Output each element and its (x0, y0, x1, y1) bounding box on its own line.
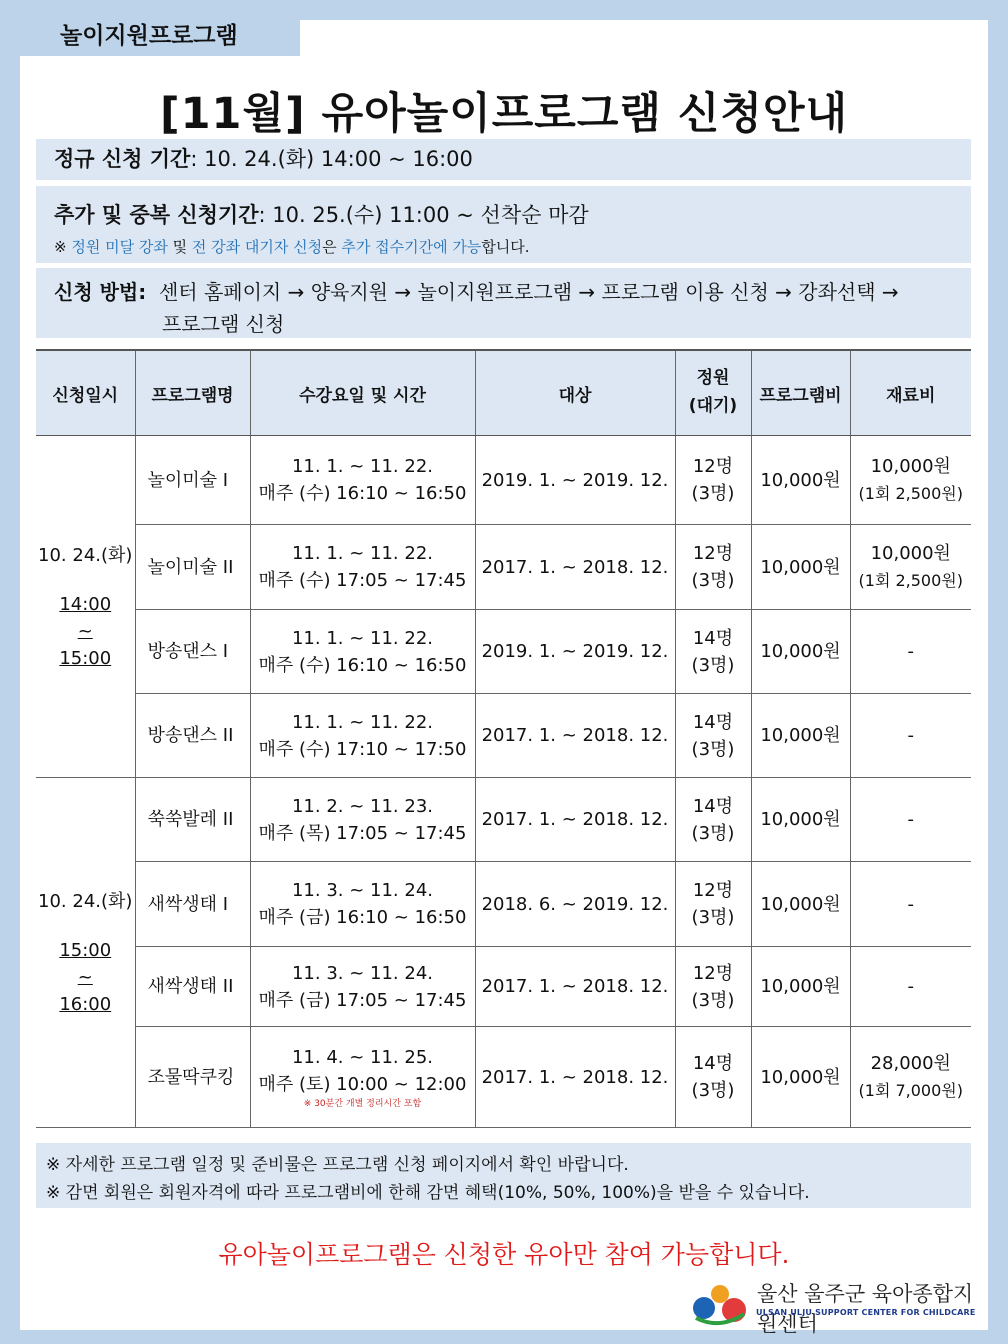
schedule-cell (250, 436, 475, 525)
method-label: 신청 방법: (54, 280, 147, 304)
date-start: 14:00 (59, 593, 112, 615)
schedule-note: ※ 30분간 개별 정리시간 포함 (303, 1099, 422, 1109)
extra-period-box (36, 186, 971, 263)
footnotes (36, 1143, 971, 1208)
schedule-time: 매주 (목) 17:05 ~ 17:45 (258, 822, 467, 844)
program-name: 놀이미술 I (135, 436, 250, 525)
date-cell (36, 778, 135, 1128)
program-name: 쑥쑥발레 II (135, 778, 250, 862)
date-start: 15:00 (59, 939, 112, 961)
waitlist-value: (3명) (691, 738, 735, 760)
fee-cell: 10,000원 (751, 862, 850, 947)
material-cell (850, 436, 971, 525)
table-row (36, 947, 971, 1027)
material-fee: 10,000원 (870, 456, 951, 477)
target-cell: 2017. 1. ~ 2018. 12. (475, 947, 675, 1027)
schedule-time: 매주 (금) 16:10 ~ 16:50 (258, 907, 467, 928)
waitlist-value: (3명) (691, 907, 735, 928)
schedule-period: 11. 2. ~ 11. 23. (291, 795, 434, 817)
table-row (36, 694, 971, 778)
program-name: 새싹생태 I (135, 862, 250, 947)
regular-period-value: : 10. 24.(화) 14:00 ~ 16:00 (190, 147, 473, 171)
target-cell: 2017. 1. ~ 2018. 12. (475, 778, 675, 862)
method-steps-2: 프로그램 신청 (162, 312, 285, 336)
capacity-value: 12명 (692, 456, 734, 477)
extra-period-note (54, 236, 971, 257)
material-cell (850, 862, 971, 947)
date-tilde: ~ (77, 966, 93, 988)
schedule-cell (250, 525, 475, 610)
note-text-1: 및 (167, 238, 192, 256)
material-fee: - (907, 809, 914, 830)
table-row (36, 778, 971, 862)
header-capacity: 정원 (대기) (675, 350, 751, 436)
material-fee: - (907, 976, 914, 997)
category-tab (0, 0, 300, 56)
capacity-cell (675, 862, 751, 947)
schedule-time: 매주 (수) 17:05 ~ 17:45 (258, 570, 467, 591)
fee-cell: 10,000원 (751, 436, 850, 525)
program-name: 놀이미술 II (135, 525, 250, 610)
target-cell: 2019. 1. ~ 2019. 12. (475, 436, 675, 525)
capacity-value: 12명 (692, 880, 734, 901)
fee-cell: 10,000원 (751, 610, 850, 694)
material-cell (850, 947, 971, 1027)
material-fee: - (907, 641, 914, 662)
header-target: 대상 (475, 350, 675, 436)
page-title: [11월] 유아놀이프로그램 신청안내 (159, 89, 849, 139)
extra-period-label: 추가 및 중복 신청기간 (54, 203, 259, 227)
schedule-period: 11. 1. ~ 11. 22. (291, 711, 434, 733)
capacity-cell (675, 694, 751, 778)
target-cell: 2017. 1. ~ 2018. 12. (475, 525, 675, 610)
capacity-cell (675, 778, 751, 862)
header-program: 프로그램명 (135, 350, 250, 436)
extra-period-value: : 10. 25.(수) 11:00 ~ 선착순 마감 (258, 203, 589, 227)
fee-cell: 10,000원 (751, 1027, 850, 1128)
schedule-period: 11. 1. ~ 11. 22. (291, 627, 434, 649)
date-day: 10. 24.(화) (38, 890, 133, 912)
material-fee: 10,000원 (870, 543, 951, 564)
fee-cell: 10,000원 (751, 525, 850, 610)
date-day: 10. 24.(화) (38, 544, 133, 566)
program-name: 방송댄스 II (135, 694, 250, 778)
material-fee: - (907, 725, 914, 746)
footnote-1: ※ 자세한 프로그램 일정 및 준비물은 프로그램 신청 페이지에서 확인 바랍니다. (46, 1155, 629, 1175)
schedule-cell (250, 862, 475, 947)
method-box (36, 268, 971, 338)
center-name: 울산 울주군 육아종합지원센터 (757, 1282, 974, 1336)
note-text-2: 은 (322, 238, 342, 256)
header-fee: 프로그램비 (751, 350, 850, 436)
waitlist-value: (3명) (691, 822, 735, 844)
schedule-table (36, 349, 971, 1128)
program-name: 방송댄스 I (135, 610, 250, 694)
schedule-cell (250, 778, 475, 862)
program-name: 조물딱쿠킹 (135, 1027, 250, 1128)
table-row (36, 1027, 971, 1128)
table-row (36, 610, 971, 694)
note-highlight-1: 정원 미달 강좌 (71, 238, 168, 256)
date-cell (36, 436, 135, 778)
schedule-time: 매주 (토) 10:00 ~ 12:00 (258, 1074, 467, 1095)
target-cell: 2018. 6. ~ 2019. 12. (475, 862, 675, 947)
capacity-cell (675, 947, 751, 1027)
capacity-cell (675, 1027, 751, 1128)
waitlist-value: (3명) (691, 570, 735, 591)
material-cell (850, 694, 971, 778)
fee-cell: 10,000원 (751, 947, 850, 1027)
fee-cell: 10,000원 (751, 694, 850, 778)
schedule-time: 매주 (수) 16:10 ~ 16:50 (258, 654, 467, 676)
capacity-value: 12명 (692, 543, 734, 564)
table-row (36, 525, 971, 610)
header-date: 신청일시 (36, 350, 135, 436)
capacity-value: 14명 (692, 1053, 734, 1074)
table-header-row (36, 350, 971, 436)
material-fee: - (907, 893, 914, 915)
waitlist-value: (3명) (691, 483, 735, 504)
note-highlight-3: 추가 접수기간에 가능 (341, 238, 482, 256)
fee-cell: 10,000원 (751, 778, 850, 862)
capacity-value: 14명 (692, 711, 734, 733)
note-text-3: 합니다. (481, 238, 530, 256)
date-tilde: ~ (77, 620, 93, 642)
material-per-session: (1회 2,500원) (858, 571, 963, 590)
material-cell (850, 1027, 971, 1128)
material-fee: 28,000원 (870, 1053, 951, 1074)
waitlist-value: (3명) (691, 654, 735, 676)
note-prefix: ※ (54, 238, 72, 256)
schedule-period: 11. 4. ~ 11. 25. (291, 1047, 434, 1068)
method-steps-1: 센터 홈페이지 → 양육지원 → 놀이지원프로그램 → 프로그램 이용 신청 → 강좌선택 → (158, 280, 899, 304)
capacity-value: 14명 (692, 627, 734, 649)
material-cell (850, 610, 971, 694)
capacity-cell (675, 436, 751, 525)
table-row (36, 436, 971, 525)
target-cell: 2017. 1. ~ 2018. 12. (475, 694, 675, 778)
capacity-cell (675, 525, 751, 610)
date-end: 15:00 (59, 647, 112, 669)
category-label: 놀이지원프로그램 (60, 23, 238, 49)
schedule-cell (250, 694, 475, 778)
capacity-value: 12명 (692, 962, 734, 984)
center-name-english: ULSAN ULJU SUPPORT CENTER FOR CHILDCARE (756, 1308, 976, 1317)
waitlist-value: (3명) (691, 989, 735, 1011)
schedule-time: 매주 (금) 17:05 ~ 17:45 (258, 989, 467, 1011)
schedule-period: 11. 3. ~ 11. 24. (291, 962, 434, 984)
capacity-value: 14명 (692, 795, 734, 817)
capacity-cell (675, 610, 751, 694)
schedule-cell (250, 610, 475, 694)
footnote-2: ※ 감면 회원은 회원자격에 따라 프로그램비에 한해 감면 혜택(10%, 50%, 100%)을 받을 수 있습니다. (46, 1183, 810, 1203)
material-cell (850, 525, 971, 610)
schedule-time: 매주 (수) 17:10 ~ 17:50 (258, 738, 467, 760)
regular-period-label: 정규 신청 기간 (54, 147, 191, 171)
regular-period-box (36, 139, 971, 180)
schedule-period: 11. 1. ~ 11. 22. (291, 543, 434, 564)
schedule-period: 11. 1. ~ 11. 22. (291, 456, 434, 477)
warning-text: 유아놀이프로그램은 신청한 유아만 참여 가능합니다. (218, 1240, 790, 1269)
schedule-period: 11. 3. ~ 11. 24. (291, 880, 434, 901)
schedule-cell (250, 1027, 475, 1128)
schedule-time: 매주 (수) 16:10 ~ 16:50 (258, 483, 467, 504)
date-end: 16:00 (59, 993, 112, 1015)
material-per-session: (1회 2,500원) (858, 484, 963, 503)
center-logo-icon (690, 1278, 750, 1328)
program-name: 새싹생태 II (135, 947, 250, 1027)
waitlist-value: (3명) (691, 1080, 735, 1101)
target-cell: 2019. 1. ~ 2019. 12. (475, 610, 675, 694)
material-per-session: (1회 7,000원) (858, 1081, 963, 1100)
header-schedule: 수강요일 및 시간 (250, 350, 475, 436)
target-cell: 2017. 1. ~ 2018. 12. (475, 1027, 675, 1128)
center-logo (690, 1278, 990, 1336)
table-row (36, 862, 971, 947)
note-highlight-2: 전 강좌 대기자 신청 (191, 238, 323, 256)
schedule-cell (250, 947, 475, 1027)
material-cell (850, 778, 971, 862)
header-material: 재료비 (850, 350, 971, 436)
